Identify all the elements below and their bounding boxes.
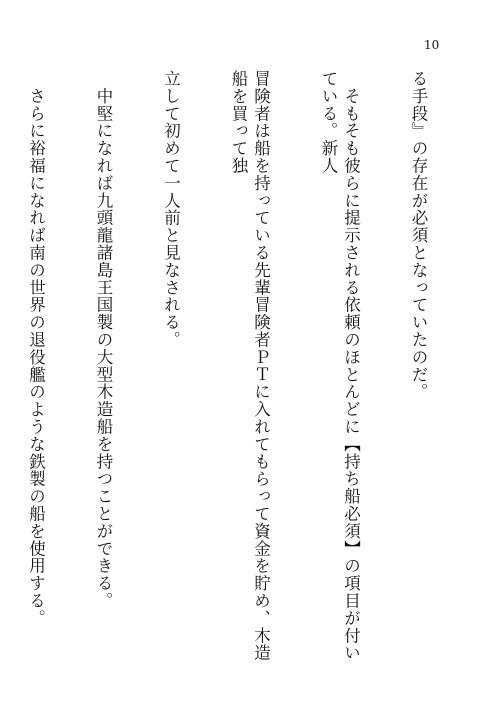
text-line: さらに裕福になれば南の世界の退役艦のような鉄製の船を使用する。: [26, 70, 46, 627]
text-line: そもそも彼らに提示される依頼のほとんどに【持ち船必須】の項目が付いている。新人: [319, 70, 361, 662]
body-text: [24, 70, 474, 670]
text-line: 冒険者は船を持っている先輩冒険者ＰＴに入れてもらって資金を貯め、木造船を買って独: [229, 70, 271, 662]
text-line: 立して初めて一人前と見なされる。: [161, 70, 181, 349]
text-line: 中堅になれば九頭龍諸島王国製の大型木造船を持つことができる。: [94, 70, 113, 610]
page-number: 10: [424, 38, 440, 52]
text-line: る手段』の存在が必須となっていたのだ。: [409, 70, 428, 401]
